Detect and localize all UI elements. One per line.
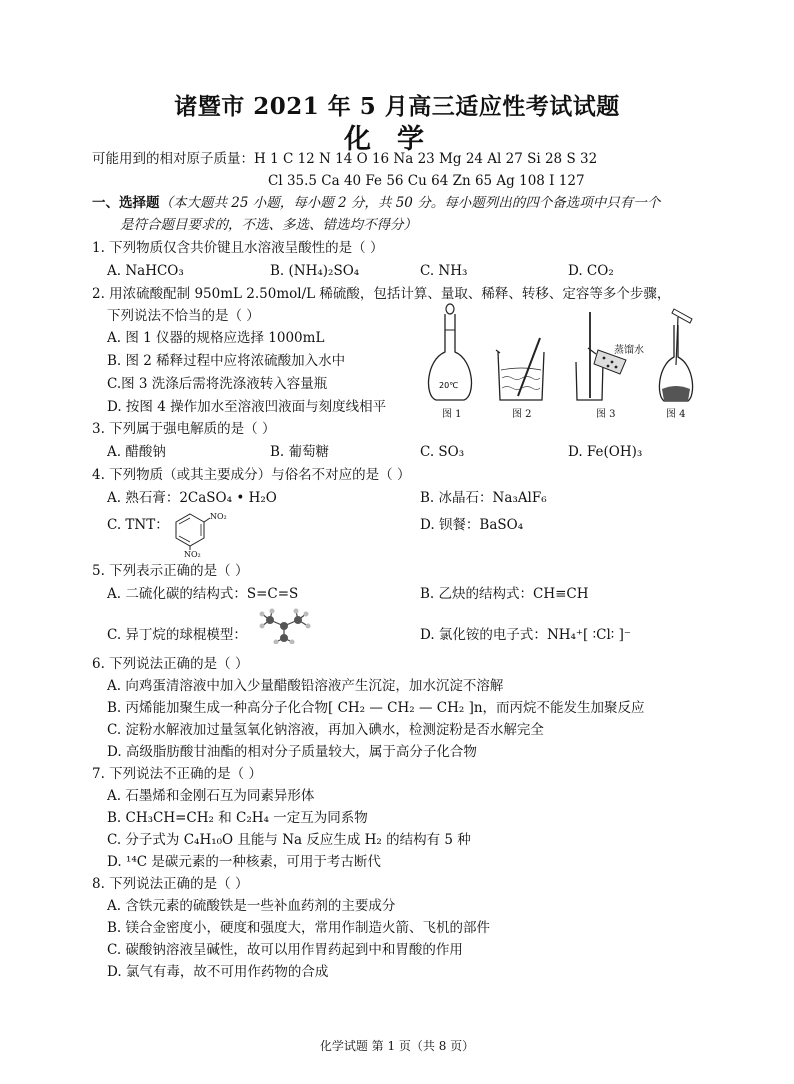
- q4-option-d: D. 钡餐：BaSO₄: [420, 517, 524, 533]
- atomic-masses-line2: Cl 35.5 Ca 40 Fe 56 Cu 64 Zn 65 Ag 108 I 127: [268, 173, 585, 189]
- section-heading: 一、选择题: [92, 195, 160, 211]
- q6-option-c: C. 淀粉水解液加过量氢氧化钠溶液，再加入碘水，检测淀粉是否水解完全: [107, 722, 544, 738]
- polymer-formula: [ CH₂ — CH₂ — CH₂ ]n: [328, 700, 483, 716]
- q3-option-b: B. 葡萄糖: [270, 444, 330, 460]
- beaker-figure: [492, 300, 552, 404]
- q5-stem: 5. 下列表示正确的是（ ）: [92, 563, 249, 579]
- exam-title: 诸暨市 2021 年 5 月高三适应性考试试题: [174, 93, 620, 120]
- q5-option-a: A. 二硫化碳的结构式：S=C=S: [107, 586, 299, 602]
- q5-option-d-prefix: D. 氯化铵的电子式：: [420, 627, 547, 643]
- q2-option-c: C.图 3 洗涤后需将洗涤液转入容量瓶: [107, 376, 328, 392]
- q4-option-b: B. 冰晶石：Na₃AlF₆: [420, 490, 547, 506]
- q1-option-d: D. CO₂: [568, 263, 614, 279]
- q2-option-b: B. 图 2 稀释过程中应将浓硫酸加入水中: [107, 353, 346, 369]
- q3-option-a: A. 醋酸钠: [107, 444, 166, 460]
- filling-flask-figure: [652, 305, 700, 405]
- q6-stem: 6. 下列说法正确的是（ ）: [92, 656, 249, 672]
- section-one-heading-line: [92, 194, 660, 212]
- q8-stem: 8. 下列说法正确的是（ ）: [92, 876, 249, 892]
- q4-option-c: C. TNT：: [107, 517, 169, 533]
- figure-4-caption: 图 4: [666, 409, 686, 420]
- q3-stem: 3. 下列属于强电解质的是（ ）: [92, 421, 276, 437]
- section-note-2: 是符合题目要求的，不选、多选、错选均不得分）: [120, 217, 417, 233]
- q8-option-a: A. 含铁元素的硫酸铁是一些补血药剂的主要成分: [107, 898, 396, 914]
- tnt-no2-bottom: NO₂: [184, 550, 201, 559]
- flask-label: 20℃: [439, 381, 459, 390]
- atomic-masses-line1: 可能用到的相对原子质量：H 1 C 12 N 14 O 16 Na 23 Mg 24 Al 27 Si 28 S 32: [92, 151, 598, 167]
- q8-option-b: B. 镁合金密度小，硬度和强度大，常用作制造火箭、飞机的部件: [107, 920, 491, 936]
- q7-stem: 7. 下列说法不正确的是（ ）: [92, 766, 262, 782]
- ammonium-chloride-electron-formula: NH₄⁺[ ∶Cl∶ ]⁻: [546, 627, 631, 643]
- q6-option-a: A. 向鸡蛋清溶液中加入少量醋酸铅溶液产生沉淀，加水沉淀不溶解: [107, 678, 504, 694]
- q5-option-b: B. 乙炔的结构式：CH≡CH: [420, 586, 589, 602]
- q7-option-d: D. ¹⁴C 是碳元素的一种核素，可用于考古断代: [107, 854, 381, 870]
- q5-option-d: [420, 626, 631, 644]
- q3-option-c: C. SO₃: [420, 444, 465, 460]
- subject-title: 化学: [344, 124, 450, 155]
- q2-option-a: A. 图 1 仪器的规格应选择 1000mL: [107, 330, 325, 346]
- q6-option-b-prefix: B. 丙烯能加聚生成一种高分子化合物: [107, 700, 329, 716]
- q6-option-d: D. 高级脂肪酸甘油酯的相对分子质量较大，属于高分子化合物: [107, 744, 477, 760]
- q2-stem-2: 下列说法不恰当的是（ ）: [107, 308, 260, 324]
- section-note-1: （本大题共 25 小题，每小题 2 分，共 50 分。每小题列出的四个备选项中只有一个: [159, 195, 661, 211]
- page-footer: 化学试题 第 1 页（共 8 页）: [319, 1039, 475, 1053]
- q3-option-d: D. Fe(OH)₃: [568, 444, 643, 460]
- q1-stem: 1. 下列物质仅含共价键且水溶液呈酸性的是（ ）: [92, 240, 384, 256]
- q5-option-c: C. 异丁烷的球棍模型：: [107, 627, 247, 643]
- volumetric-flask-figure: [420, 300, 480, 404]
- figure-2-caption: 图 2: [512, 409, 532, 420]
- q7-option-c: C. 分子式为 C₄H₁₀O 且能与 Na 反应生成 H₂ 的结构有 5 种: [107, 832, 471, 848]
- q8-option-c: C. 碳酸钠溶液呈碱性，故可以用作胃药起到中和胃酸的作用: [107, 942, 463, 958]
- q2-stem-1: 2. 用浓硫酸配制 950mL 2.50mol/L 稀硫酸，包括计算、量取、稀释、转移、定容等多个步骤，: [92, 286, 671, 302]
- q1-option-c: C. NH₃: [420, 263, 468, 279]
- isobutane-ball-stick-model: [256, 608, 314, 644]
- q6-option-b: [107, 699, 645, 717]
- q1-option-a: A. NaHCO₃: [107, 263, 184, 279]
- q4-stem: 4. 下列物质（或其主要成分）与俗名不对应的是（ ）: [92, 467, 411, 483]
- distilled-water-label: 蒸馏水: [614, 345, 644, 356]
- q7-option-a: A. 石墨烯和金刚石互为同素异形体: [107, 788, 315, 804]
- q7-option-b: B. CH₃CH=CH₂ 和 C₂H₄ 一定互为同系物: [107, 810, 368, 826]
- figure-3-caption: 图 3: [596, 409, 616, 420]
- q8-option-d: D. 氯气有毒，故不可用作药物的合成: [107, 964, 329, 980]
- q6-option-b-suffix: ，而丙烷不能发生加聚反应: [482, 700, 645, 716]
- q2-option-d: D. 按图 4 操作加水至溶液凹液面与刻度线相平: [107, 399, 387, 415]
- q1-option-b: B. (NH₄)₂SO₄: [270, 263, 360, 279]
- tnt-no2-top: NO₂: [210, 512, 227, 521]
- figure-1-caption: 图 1: [442, 409, 462, 420]
- q4-option-a: A. 熟石膏：2CaSO₄ • H₂O: [107, 490, 277, 506]
